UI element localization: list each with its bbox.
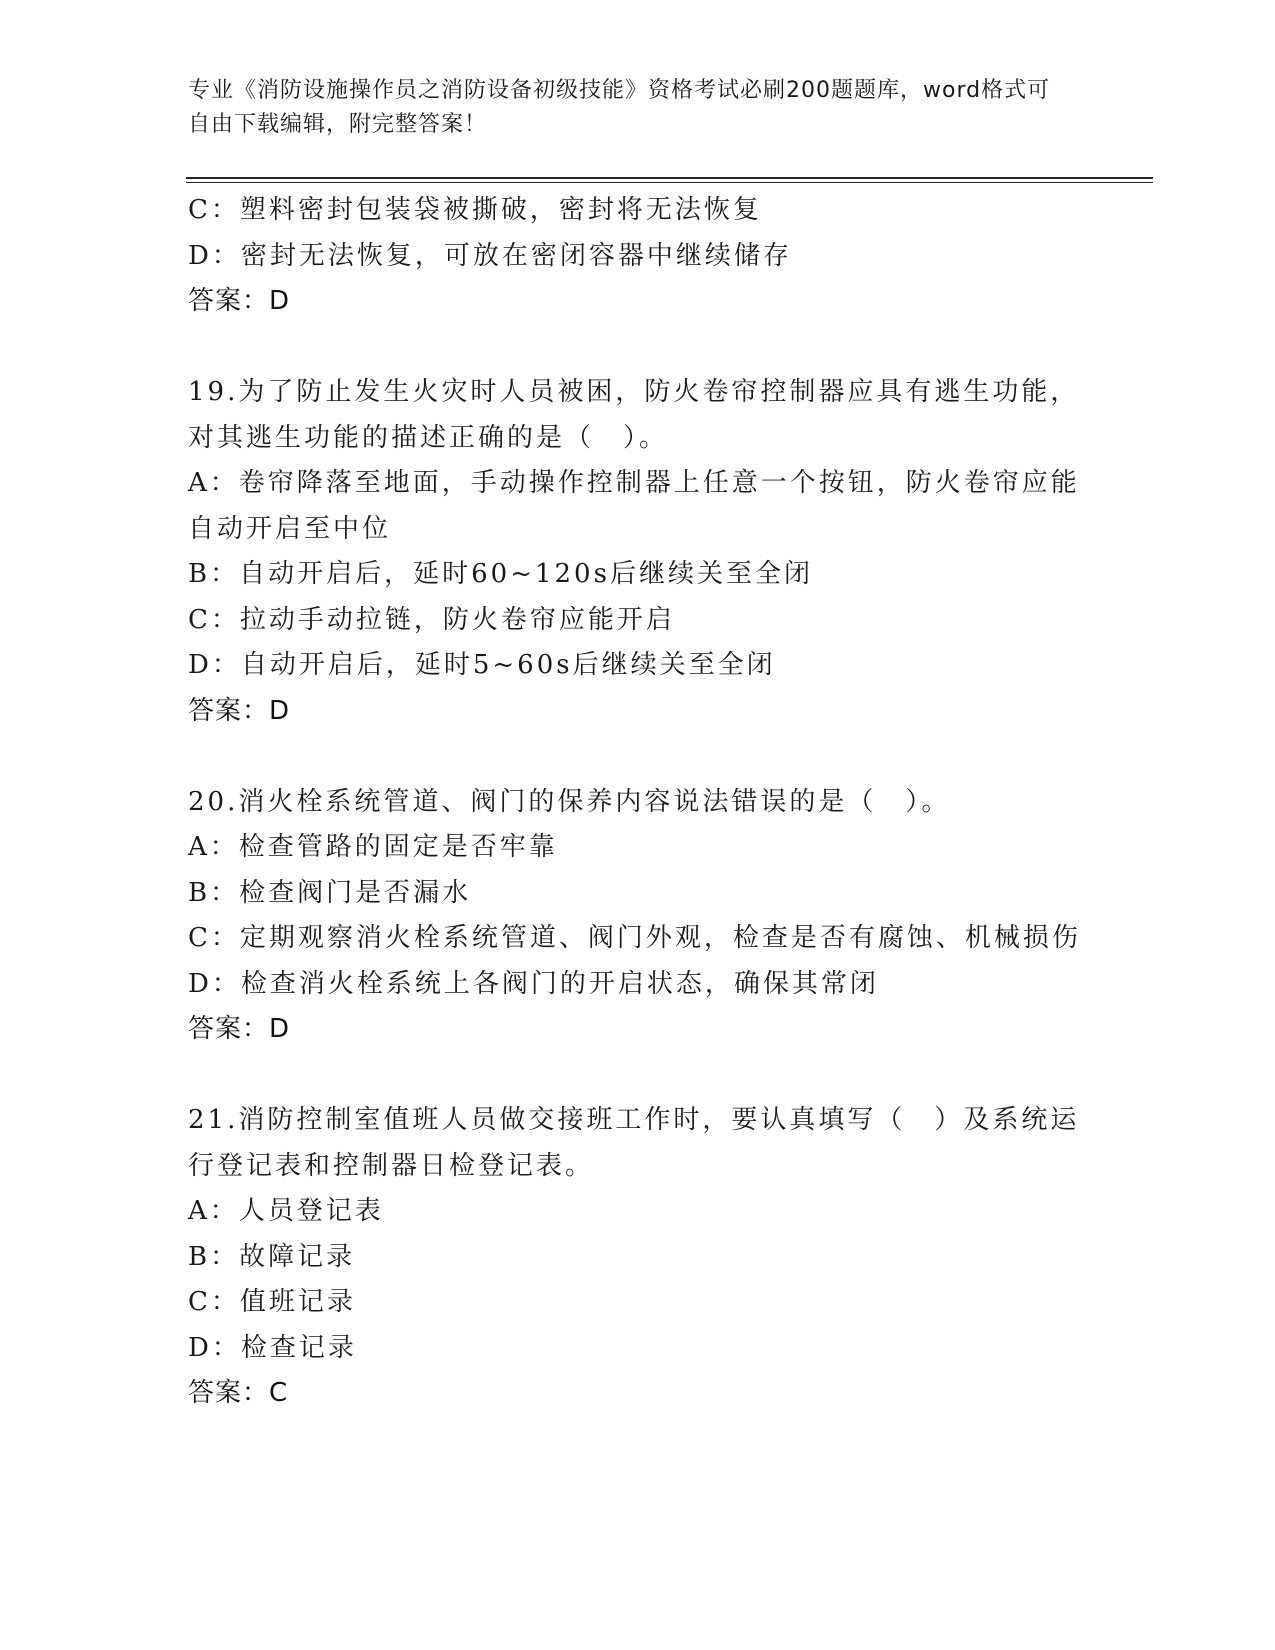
- option-d: D：检查记录: [188, 1332, 357, 1363]
- question-stem: 20.消火栓系统管道、阀门的保养内容说法错误的是（ ）。: [188, 786, 951, 817]
- answer: 答案：D: [188, 1014, 291, 1044]
- question-20: [188, 780, 1088, 1053]
- question-19: [188, 370, 1088, 734]
- spacer: [188, 734, 1088, 780]
- option-a: A：检查管路的固定是否牢靠: [188, 832, 558, 862]
- option-c: C：定期观察消火栓系统管道、阀门外观，检查是否有腐蚀、机械损伤: [188, 923, 1081, 953]
- header-divider-thick: [186, 177, 1153, 179]
- question-stem: 19.为了防止发生火灾时人员被困，防火卷帘控制器应具有逃生功能，: [188, 377, 1080, 407]
- option-d: D：密封无法恢复，可放在密闭容器中继续储存: [188, 240, 792, 271]
- answer: 答案：D: [188, 695, 291, 726]
- option-d: D：检查消火栓系统上各阀门的开启状态，确保其常闭: [188, 968, 879, 999]
- document-header: [188, 74, 1068, 142]
- question-stem: 行登记表和控制器日检登记表。: [188, 1150, 595, 1181]
- option-b: B：自动开启后，延时60~120s后继续关至全闭: [188, 559, 813, 589]
- option-c: C：值班记录: [188, 1287, 356, 1317]
- document-body: [188, 188, 1088, 1417]
- question-stem: 21.消防控制室值班人员做交接班工作时，要认真填写（ ）及系统运: [188, 1105, 1080, 1135]
- answer: 答案：D: [188, 286, 291, 316]
- option-c: C：拉动手动拉链，防火卷帘应能开启: [188, 604, 675, 635]
- spacer: [188, 325, 1088, 371]
- question-stem: 对其逃生功能的描述正确的是（ ）。: [188, 422, 669, 453]
- option-c: C：塑料密封包装袋被撕破，密封将无法恢复: [188, 195, 762, 225]
- header-title: 专业《消防设施操作员之消防设备初级技能》资格考试必刷200题题库，word格式可自由下载编辑，附完整答案！: [188, 78, 1051, 137]
- option-b: B：故障记录: [188, 1241, 356, 1272]
- question-21: [188, 1098, 1088, 1417]
- option-a-continued: 自动开启至中位: [188, 513, 392, 544]
- spacer: [188, 1053, 1088, 1099]
- option-a: A：卷帘降落至地面，手动操作控制器上任意一个按钮，防火卷帘应能: [188, 468, 1080, 498]
- answer: 答案：C: [188, 1378, 289, 1408]
- option-d: D：自动开启后，延时5~60s后继续关至全闭: [188, 650, 776, 680]
- question-18-continued: [188, 188, 1088, 325]
- option-a: A：人员登记表: [188, 1196, 384, 1226]
- header-divider-thin: [186, 182, 1153, 183]
- option-b: B：检查阀门是否漏水: [188, 877, 472, 908]
